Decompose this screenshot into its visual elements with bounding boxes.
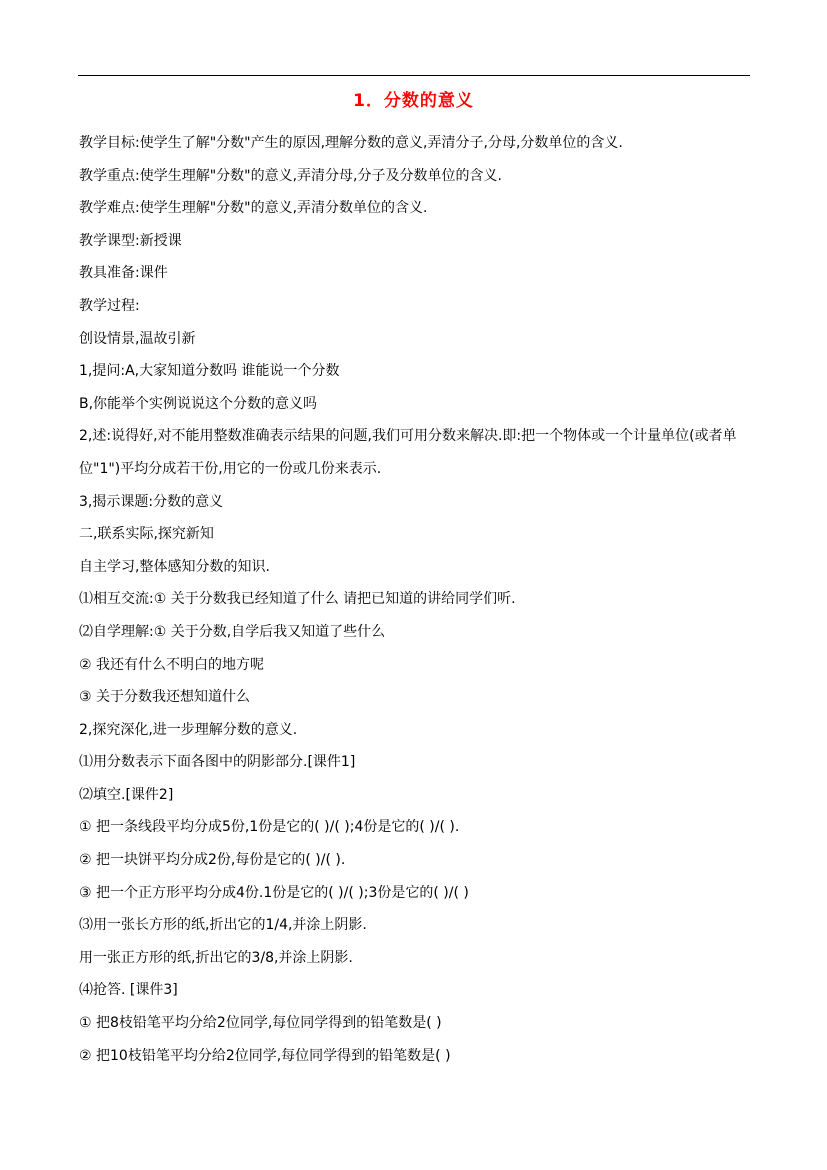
paragraph: ① 把一条线段平均分成5份,1份是它的( )/( );4份是它的( )/( ). [79,819,460,836]
teaching-goal: 教学目标:使学生了解"分数"产生的原因,理解分数的意义,弄清分子,分母,分数单位的含义. [79,135,623,151]
paragraph: ② 把一块饼平均分成2份,每份是它的( )/( ). [79,852,346,869]
paragraph: ① 把8枝铅笔平均分给2位同学,每位同学得到的铅笔数是( ) [79,1015,442,1032]
teaching-difficulty: 教学难点:使学生理解"分数"的意义,弄清分数单位的含义. [79,200,428,217]
paragraph: 2,述:说得好,对不能用整数准确表示结果的问题,我们可用分数来解决.即:把一个物体或一个计量单位(或者单位"1")平均分成若干份,用它的一份或几份来表示. [79,428,737,477]
section-heading: 创设情景,温故引新 [79,330,196,347]
paragraph: ⑴用分数表示下面各图中的阴影部分.[课件1] [79,754,356,771]
lesson-type: 教学课型:新授课 [79,232,182,249]
paragraph: ② 我还有什么不明白的地方呢 [79,656,265,673]
paragraph: ⑶用一张长方形的纸,折出它的1/4,并涂上阴影. [79,917,367,934]
paragraph: 2,探究深化,进一步理解分数的意义. [79,721,298,738]
paragraph: ⑷抢答. [课件3] [79,982,178,999]
teaching-key-point: 教学重点:使学生理解"分数"的意义,弄清分母,分子及分数单位的含义. [79,167,502,184]
paragraph: ③ 把一个正方形平均分成4份.1份是它的( )/( );3份是它的( )/( ) [79,884,469,901]
paragraph: ⑵填空.[课件2] [79,786,174,803]
document-title: 1．分数的意义 [353,91,474,111]
document-body [79,127,751,1072]
paragraph: ⑴相互交流:① 关于分数我已经知道了什么 请把已知道的讲给同学们听. [79,591,516,608]
paragraph: 用一张正方形的纸,折出它的3/8,并涂上阴影. [79,949,353,966]
teaching-process-heading: 教学过程: [79,297,140,314]
paragraph: ② 把10枝铅笔平均分给2位同学,每位同学得到的铅笔数是( ) [79,1047,451,1064]
teaching-aids: 教具准备:课件 [79,265,168,282]
section-heading: 二,联系实际,探究新知 [79,526,214,543]
paragraph: 自主学习,整体感知分数的知识. [79,558,270,575]
paragraph: ③ 关于分数我还想知道什么 [79,689,251,706]
header-rule [78,75,750,76]
paragraph: ⑵自学理解:① 关于分数,自学后我又知道了些什么 [79,623,386,640]
paragraph: B,你能举个实例说说这个分数的意义吗 [79,395,318,412]
paragraph: 1,提问:A,大家知道分数吗 谁能说一个分数 [79,363,340,380]
paragraph: 3,揭示课题:分数的意义 [79,493,224,510]
